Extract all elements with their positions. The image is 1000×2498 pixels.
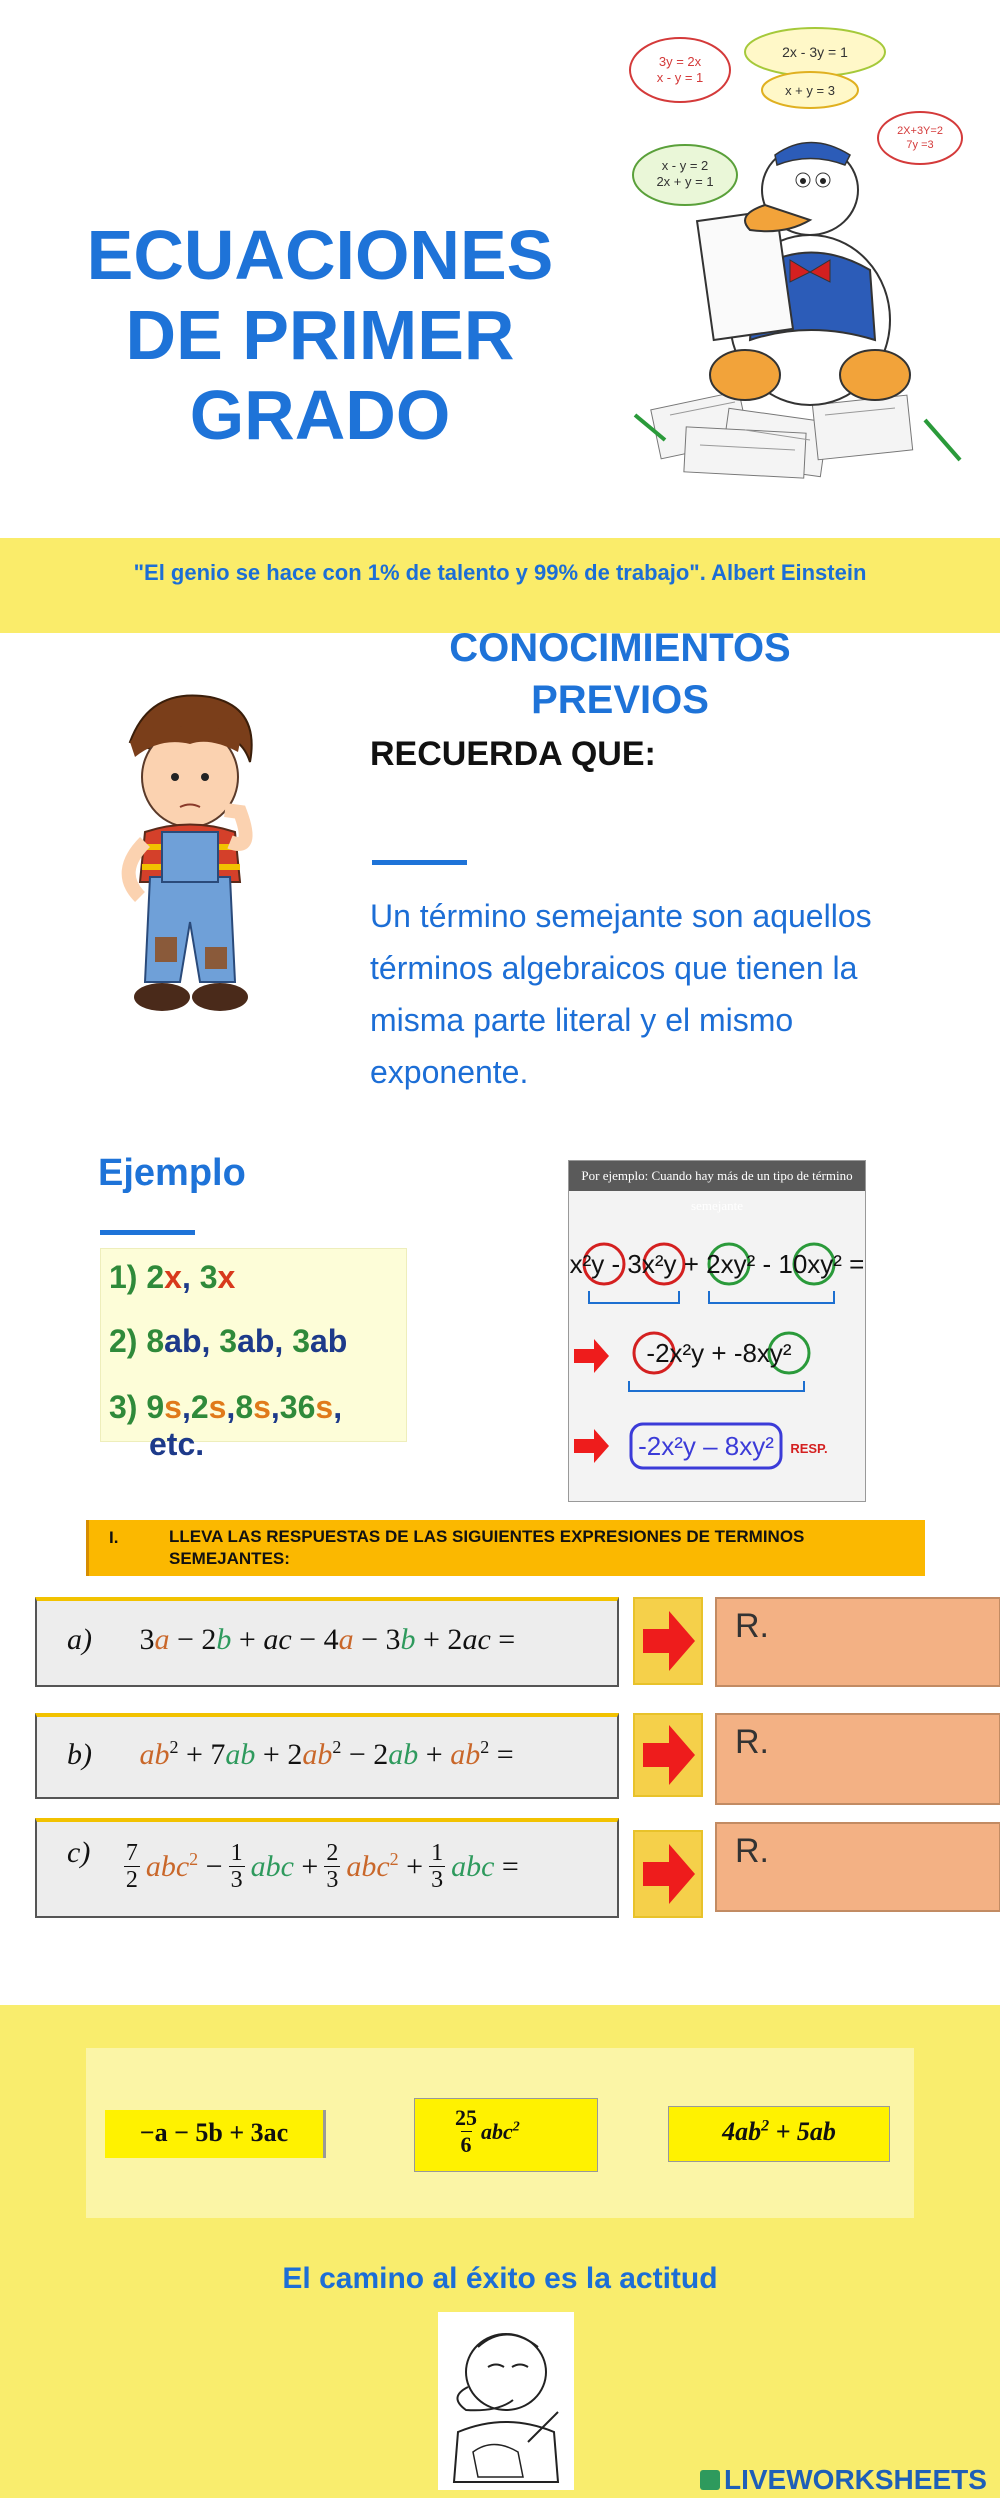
answer-option-3[interactable]: $4ab^2 + 5ab$ [668, 2106, 890, 2162]
page-title: ECUACIONES DE PRIMER GRADO [86, 216, 554, 454]
brand-logo: LIVEWORKSHEETS [700, 2464, 987, 2496]
image-line-3: -2x²y – 8xy² [638, 1431, 774, 1461]
arrow-right-icon [635, 1715, 701, 1795]
instruction-number: I. [109, 1528, 119, 1547]
arrow-b [633, 1713, 703, 1797]
response-field-a[interactable] [715, 1597, 1000, 1687]
example-line: 1) 2x, 3x [109, 1259, 236, 1295]
svg-text:7y =3: 7y =3 [906, 139, 934, 151]
expression-b: b) $ab^2 + 7ab + 2ab^2 - 2ab + ab^2$ = [35, 1713, 619, 1799]
svg-text:3y = 2x: 3y = 2x [658, 54, 702, 69]
expression-c: c) 7 2 abc$^2$ − $\frac{1}{3}$ abc + $\frac{2}{3}$ abc$^2$ + $\frac{1}{3}$ abc = [35, 1818, 619, 1918]
arrow-a [633, 1597, 703, 1685]
svg-text:x - y = 2: x - y = 2 [661, 158, 709, 173]
remember-label: RECUERDA QUE: [370, 735, 656, 773]
divider [100, 1230, 195, 1235]
duck-sketch-illustration [438, 2312, 574, 2490]
example-line: 3) 9s,2s,8s,36s, etc. [109, 1389, 343, 1462]
section-heading: CONOCIMIENTOS PREVIOS [449, 626, 791, 722]
response-label: R. [735, 1723, 769, 1761]
response-field-c[interactable] [715, 1822, 1000, 1912]
example-image [568, 1160, 866, 1502]
item-letter: a) [67, 1623, 92, 1656]
answer-option-2[interactable]: 25 6 abc$^2$ [414, 2098, 598, 2172]
item-letter: c) [67, 1836, 91, 1870]
instruction-banner [86, 1520, 925, 1576]
response-field-b[interactable] [715, 1713, 1000, 1805]
motto: El camino al éxito es la actitud [282, 2262, 718, 2295]
svg-text:x + y = 3: x + y = 3 [785, 83, 835, 98]
einstein-quote: "El genio se hace con 1% de talento y 99% de trabajo". Albert Einstein [133, 560, 867, 585]
example-label: Ejemplo [98, 1152, 246, 1194]
arrow-right-icon [635, 1599, 701, 1683]
svg-text:x - y = 1: x - y = 1 [656, 70, 704, 85]
image-resp: RESP. [790, 1441, 828, 1456]
donald-duck-illustration [625, 20, 975, 490]
arrow-right-icon [635, 1832, 701, 1916]
definition-text: Un término semejante son aquellos términos algebraicos que tienen la misma parte literal y el mismo exponente. [370, 898, 872, 1090]
response-label: R. [735, 1607, 769, 1645]
svg-text:2x + y = 1: 2x + y = 1 [656, 174, 714, 189]
example-line: 2) 8ab, 3ab, 3ab [109, 1323, 348, 1359]
expression-a: a) 3a − 2b + ac − 4a − 3b + 2ac = [35, 1597, 619, 1687]
divider [372, 860, 467, 865]
arrow-c [633, 1830, 703, 1918]
term: x [164, 1259, 182, 1295]
response-label: R. [735, 1832, 769, 1870]
answer-option-1[interactable]: −a − 5b + 3ac [105, 2110, 326, 2158]
item-letter: b) [67, 1738, 92, 1771]
example-image-caption: Por ejemplo: Cuando hay más de un tipo de término semejante [569, 1161, 865, 1191]
liveworksheets-logo-icon [700, 2470, 720, 2490]
svg-text:2x - 3y = 1: 2x - 3y = 1 [782, 44, 848, 60]
image-line-2: -2x²y + -8xy² [646, 1338, 792, 1368]
svg-text:2X+3Y=2: 2X+3Y=2 [897, 125, 943, 137]
instruction-text: LLEVA LAS RESPUESTAS DE LAS SIGUIENTES EXPRESIONES DE TERMINOS SEMEJANTES: [169, 1527, 805, 1568]
example-box [100, 1248, 407, 1462]
thinking-boy-illustration [90, 682, 290, 1042]
image-line-1: x²y - 3x²y + 2xy² - 10xy² = [569, 1249, 865, 1279]
